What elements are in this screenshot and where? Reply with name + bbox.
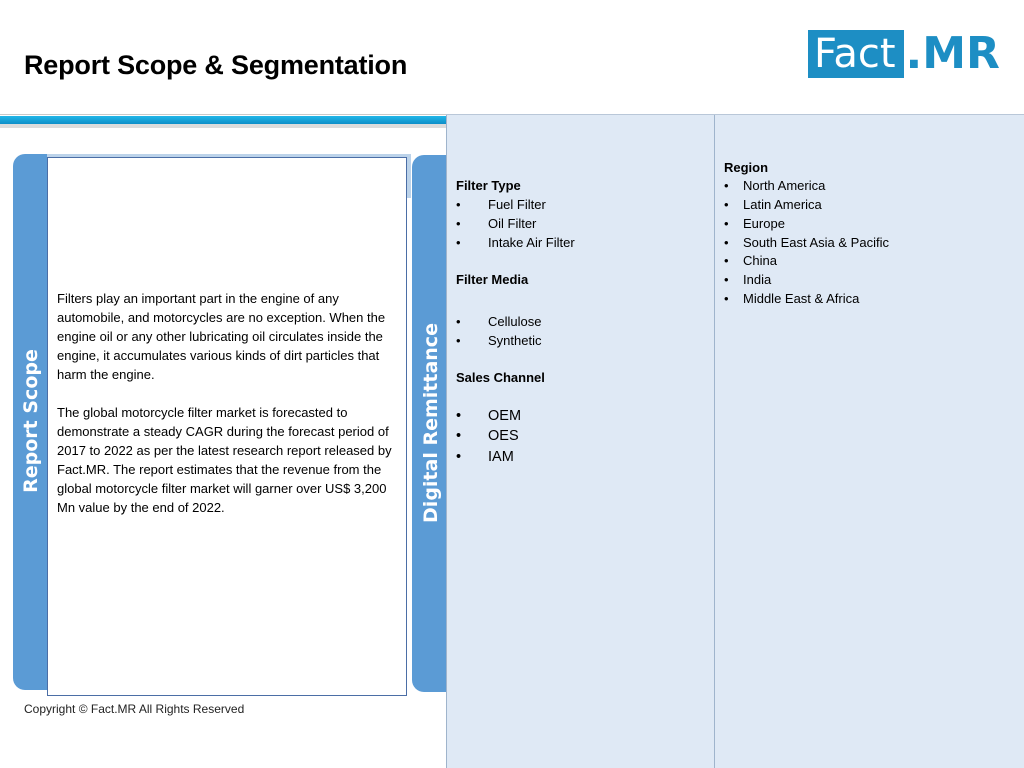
list-item	[456, 216, 536, 231]
logo-mr-text: .MR	[905, 28, 1000, 79]
list-item	[724, 253, 777, 268]
list-item-label: OEM	[488, 408, 522, 424]
list-item	[724, 197, 822, 212]
list-item	[724, 178, 825, 193]
bullet-icon: •	[724, 272, 729, 287]
list-item	[456, 333, 541, 348]
header-divider	[0, 114, 446, 115]
report-scope-label: Report Scope	[20, 349, 42, 493]
list-item-label: IAM	[488, 449, 514, 465]
bullet-icon: •	[456, 428, 462, 444]
accent-bar-shadow	[0, 124, 446, 128]
scope-paragraph: The global motorcycle filter market is forecasted to demonstrate a steady CAGR during the forecast period of 2017 to 2022 as per the latest research report released by Fact.MR. The report estimates that the revenue from the global motorcycle filter market will garner over US$ 3,200 Mn value by the end of 2022.	[57, 405, 392, 515]
list-item-label: Europe	[743, 216, 785, 231]
list-item-label: China	[743, 253, 777, 268]
bullet-icon: •	[456, 449, 462, 465]
bullet-icon: •	[724, 178, 729, 193]
list-item-label: Oil Filter	[488, 216, 537, 231]
copyright-text: Copyright © Fact.MR All Rights Reserved	[24, 702, 245, 716]
bullet-icon: •	[724, 235, 729, 250]
bullet-icon: •	[724, 291, 729, 306]
list-item-label: South East Asia & Pacific	[743, 235, 889, 250]
list-item	[456, 408, 521, 424]
factmr-logo	[808, 30, 1000, 78]
list-item	[724, 216, 785, 231]
digital-remittance-label: Digital Remittance	[420, 323, 442, 523]
filter-media-title: Filter Media	[456, 272, 529, 287]
bullet-icon: •	[456, 333, 461, 348]
bullet-icon: •	[456, 314, 461, 329]
list-item-label: India	[743, 272, 772, 287]
list-item-label: Fuel Filter	[488, 197, 546, 212]
logo-fact-text: Fact	[808, 30, 904, 78]
list-item	[456, 449, 514, 465]
filter-type-title: Filter Type	[456, 178, 521, 193]
scope-paragraph: Filters play an important part in the engine of any automobile, and motorcycles are no exception. When the engine oil or any other lubricating oil circulates inside the engine, it accumulates various kinds of dirt particles that harm the engine.	[57, 291, 386, 382]
bullet-icon: •	[456, 216, 461, 231]
list-item	[456, 235, 575, 250]
sales-channel-title: Sales Channel	[456, 370, 545, 385]
list-item-label: Cellulose	[488, 314, 542, 329]
segmentation-column-2	[714, 115, 1024, 768]
page-title: Report Scope & Segmentation	[24, 50, 408, 80]
bullet-icon: •	[456, 408, 462, 424]
list-item-label: Middle East & Africa	[743, 291, 860, 306]
list-item	[456, 197, 546, 212]
list-item-label: North America	[743, 178, 826, 193]
list-item-label: Intake Air Filter	[488, 235, 575, 250]
report-scope-text	[57, 289, 397, 536]
bullet-icon: •	[724, 253, 729, 268]
list-item	[456, 428, 519, 444]
bullet-icon: •	[456, 235, 461, 250]
bullet-icon: •	[456, 197, 461, 212]
list-item	[724, 272, 771, 287]
list-item	[456, 314, 541, 329]
bullet-icon: •	[724, 216, 729, 231]
list-item-label: Synthetic	[488, 333, 542, 348]
accent-bar	[0, 116, 446, 124]
bullet-icon: •	[724, 197, 729, 212]
list-item	[724, 235, 889, 250]
list-item-label: OES	[488, 428, 519, 444]
list-item	[724, 291, 859, 306]
list-item-label: Latin America	[743, 197, 822, 212]
region-title: Region	[724, 160, 769, 175]
